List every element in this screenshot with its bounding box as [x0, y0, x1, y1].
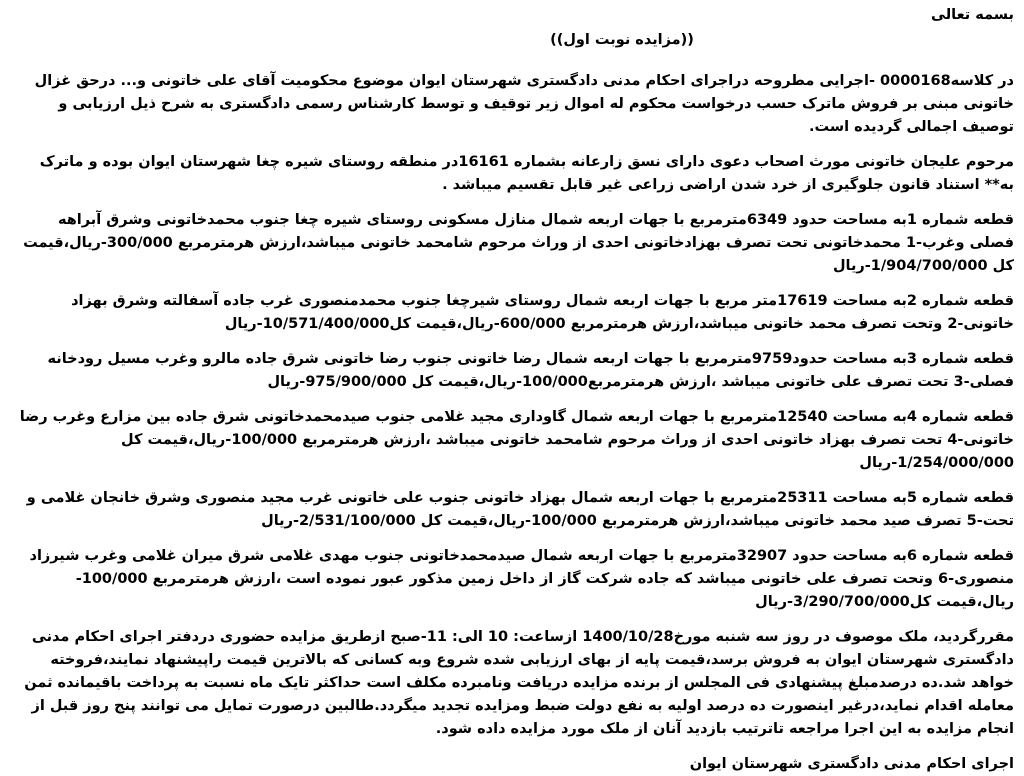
parcel-3-paragraph: قطعه شماره 3به مساحت حدود9759مترمربع با جهات اربعه شمال رضا خاتونی جنوب رضا خاتونی شرق جاده مالرو وغرب مسیل رودخانه فصلی-3 تحت تصرف علی خاتونی میباشد ،ارزش هرمترمربع100/000-ریال،قیمت کل 975/900/000-ریال — [47, 351, 1014, 390]
background-paragraph: مرحوم علیجان خاتونی مورث اصحاب دعوی دارای نسق زارعانه بشماره 16161در منطقه روستای شیره چغا شهرستان ایوان بوده و ماترک به** استناد قانون جلوگیری از خرد شدن اراضی زراعی غیر قابل تقسیم میباشد . — [39, 154, 1014, 193]
intro-paragraph: در کلاسه0000168 -اجرایی مطروحه دراجرای احکام مدنی دادگستری شهرستان ایوان موضوع محکومیت آقای علی خاتونی و... درحق غزال خاتونی مبنی بر فروش ماترک حسب درخواست محکوم له اموال زیر توقیف و توسط کارشناس رسمی دادگستری به شرح ذیل ارزیابی و توصیف اجمالی گردیده است. — [34, 73, 1014, 135]
parcel-5-paragraph: قطعه شماره 5به مساحت 25311مترمربع با جهات اربعه شمال بهزاد خاتونی جنوب علی خاتونی غرب مجید منصوری وشرق خانجان غلامی و تحت-5 تصرف صید محمد خاتونی میباشد،ارزش هرمترمربع 100/000-ریال،قیمت کل 2/531/100/000-ریال — [26, 490, 1014, 529]
parcel-6-paragraph: قطعه شماره 6به مساحت حدود 32907مترمربع با جهات اربعه شمال صیدمحمدخاتونی جنوب مهدی غلامی شرق میران غلامی وغرب شیرزاد منصوری-6 وتحت تصرف علی خاتونی میباشد که جاده شرکت گاز از داخل زمین مذکور عبور نموده است ،ارزش هرمترمربع 100/000-ریال،قیمت کل3/290/700/000-ریال — [29, 548, 1014, 610]
basmala-heading: بسمه تعالی — [931, 7, 1014, 23]
conditions-paragraph: مقررگردید، ملک موصوف در روز سه شنبه مورخ1400/10/28 ازساعت: 10 الی: 11-صبح ازطریق مزایده حضوری دردفتر اجرای احکام مدنی دادگستری شهرستان ایوان به فروش برسد،قیمت پایه از بهای ارزیابی شده شروع وبه کسانی که بالاترین قیمت راپیشنهاد نمایند،فروخته خواهد شد.ده درصدمبلغ پیشنهادی فی المجلس از برنده مزایده دریافت ونامبرده مکلف است حداکثر تایک ماه نسبت به پرداخت باقیمانده ثمن معامله اقدام نماید،درغیر اینصورت ده درصد اولیه به نفع دولت ضبط ومزایده تجدید میگردد.طالبین درصورت تمایل می توانند پنج روز قبل از انجام مزایده به این اجرا مراجعه تاترتیب بازدید آنان از ملک مورد مزایده داده شود. — [24, 629, 1014, 737]
auction-round-title: ((مزایده نوبت اول)) — [550, 32, 694, 48]
signature-line: اجرای احکام مدنی دادگستری شهرستان ایوان — [689, 756, 1014, 772]
parcel-2-paragraph: قطعه شماره 2به مساحت 17619متر مربع با جهات اربعه شمال روستای شیرچغا جنوب محمدمنصوری غرب جاده آسفالته وشرق بهزاد خاتونی-2 وتحت تصرف محمد خاتونی میباشد،ارزش هرمترمربع 600/000-ریال،قیمت کل10/571/400/000-ریال — [71, 293, 1014, 332]
auction-notice — [10, 4, 1014, 776]
parcel-1-paragraph: قطعه شماره 1به مساحت حدود 6349مترمربع با جهات اربعه شمال منازل مسکونی روستای شیره چغا جنوب محمدخاتونی وشرق آبراهه فصلی وغرب-1 محمدخاتونی تحت تصرف بهزادخاتونی احدی از وراث مرحوم شامحمد خاتونی میباشد،ارزش هرمترمربع 300/000-ریال،قیمت کل 1/904/700/000-ریال — [23, 212, 1014, 274]
parcel-4-paragraph: قطعه شماره 4به مساحت 12540مترمربع با جهات اربعه شمال گاوداری مجید غلامی جنوب صیدمحمدخاتونی شرق جاده بین مزارع وغرب رضا خاتونی-4 تحت تصرف بهزاد خاتونی احدی از وراث مرحوم شامحمد خاتونی میباشد ،ارزش هرمترمربع 100/000-ریال،قیمت کل 1/254/000/000-ریال — [19, 409, 1014, 471]
